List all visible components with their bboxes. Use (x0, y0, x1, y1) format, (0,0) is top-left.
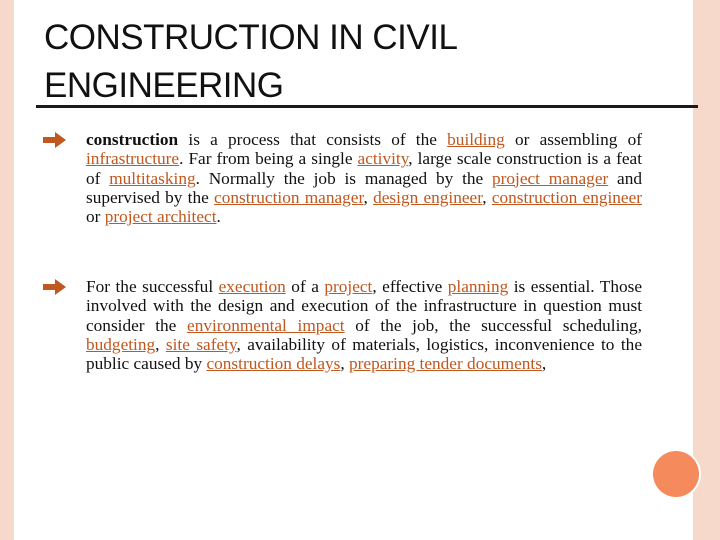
hyperlink[interactable]: environmental impact (187, 315, 345, 335)
text-run: , (482, 187, 492, 207)
text-run: and supervised by the (86, 168, 642, 207)
title-line-1: CONSTRUCTION IN CIVIL (44, 18, 458, 57)
text-run: , (541, 354, 547, 374)
hyperlink[interactable]: design engineer (373, 187, 483, 207)
hyperlink[interactable]: site safety (165, 334, 237, 354)
hyperlink[interactable]: construction delays (206, 354, 341, 374)
text-run: . Far from being a single (179, 149, 358, 169)
hyperlink[interactable]: construction manager (214, 187, 364, 207)
hyperlink[interactable]: construction engineer (491, 187, 643, 207)
text-run: or assembling of (504, 130, 642, 149)
text-run: or (86, 207, 105, 227)
text-run: is essential. Those involved with the design and execution of the infrastructure in question must consider the (86, 277, 643, 335)
slide (14, 0, 693, 540)
right-arrow-icon (42, 277, 68, 297)
hyperlink[interactable]: preparing tender documents (349, 354, 542, 374)
text-run: , effective (372, 277, 448, 296)
hyperlink[interactable]: planning (447, 277, 509, 296)
right-arrow-icon (42, 130, 68, 150)
text-run: of the job, the successful scheduling, (344, 315, 642, 335)
hyperlink[interactable]: budgeting (86, 334, 156, 354)
hyperlink[interactable]: project architect (104, 207, 217, 227)
bold-term: construction (86, 130, 179, 149)
text-run: , (363, 187, 374, 207)
circle-icon (653, 451, 699, 497)
hyperlink[interactable]: activity (357, 149, 409, 169)
text-run: , availability of materials, logistics, inconvenience to the public caused by (86, 334, 642, 374)
bullet-text (86, 130, 642, 226)
hyperlink[interactable]: project manager (491, 168, 609, 188)
text-run: , large scale construction is a feat of (86, 149, 642, 188)
text-run: . (216, 207, 221, 227)
text-run: , (155, 334, 166, 354)
text-run: For the successful (86, 277, 219, 296)
hyperlink[interactable]: infrastructure (86, 149, 180, 169)
text-run: is a process that consists of the (178, 130, 448, 149)
hyperlink[interactable]: execution (218, 277, 286, 296)
title-divider (36, 105, 698, 108)
text-run: . Normally the job is managed by the (195, 168, 492, 188)
title-line-2: ENGINEERING (44, 66, 284, 105)
text-run: of a (285, 277, 325, 296)
hyperlink[interactable]: building (447, 130, 505, 149)
text-run: , (340, 354, 350, 374)
slide-title (44, 14, 604, 110)
hyperlink[interactable]: project (324, 277, 373, 296)
hyperlink[interactable]: multitasking (109, 168, 196, 188)
bullet-text (86, 277, 642, 373)
